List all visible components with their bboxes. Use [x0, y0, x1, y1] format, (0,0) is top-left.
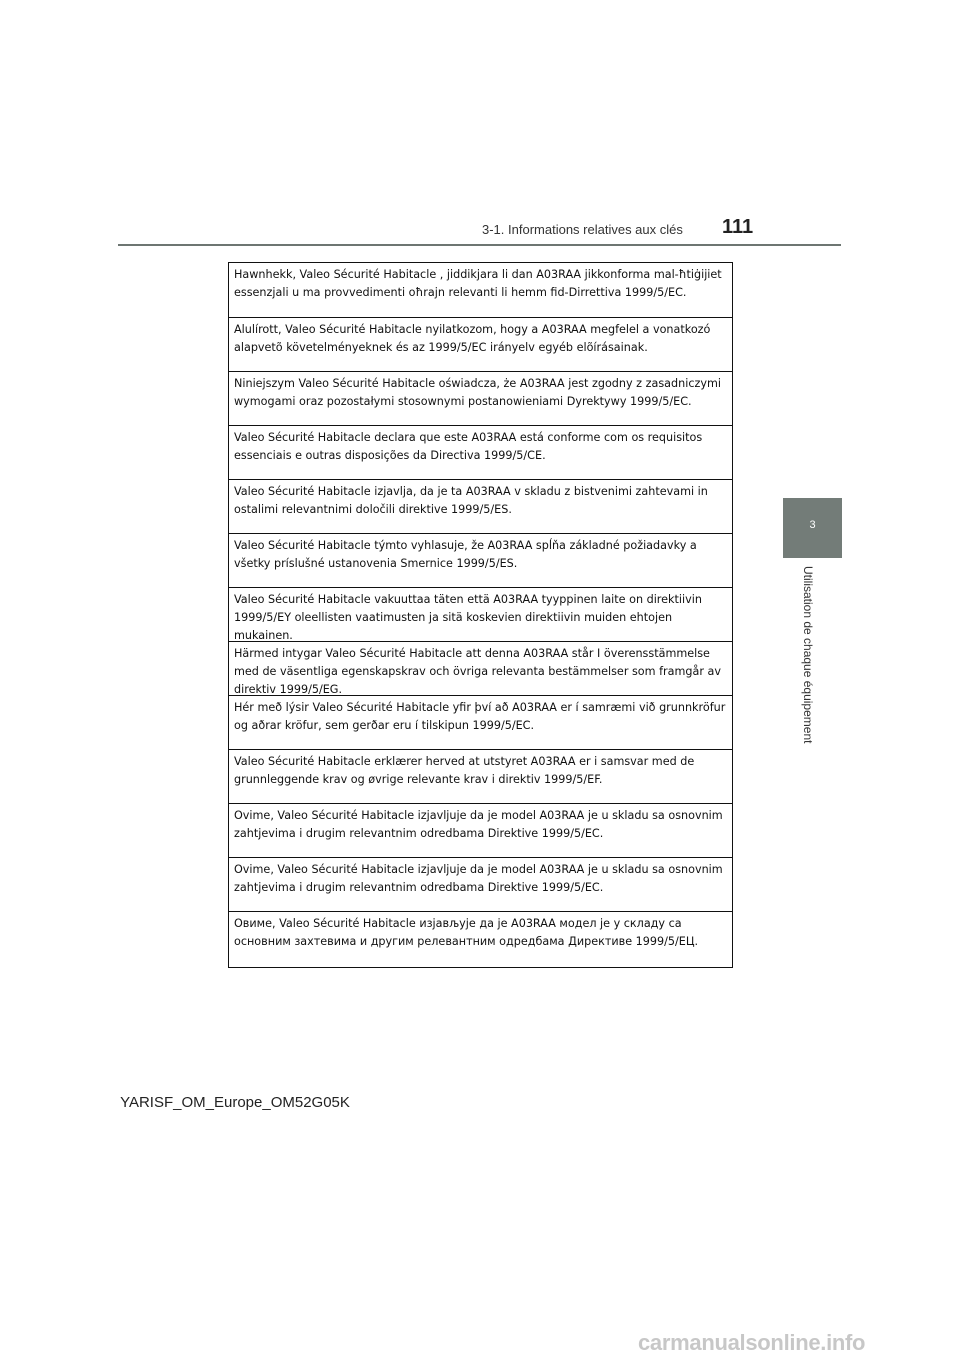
- declaration-norwegian: Valeo Sécurité Habitacle erklærer herved at utstyret A03RAA er i samsvar med de grunnleggende krav og øvrige relevante krav i direktiv 1999/5/EF.: [229, 749, 732, 803]
- declaration-serbian: Овиме, Valeo Sécurité Habitacle изјављује да је A03RAA модел је у складу са основним захтевима и другим релевантним одредбама Директиве 1999/5/ЕЦ.: [229, 911, 732, 967]
- declaration-table: [228, 262, 733, 968]
- declaration-portuguese: Valeo Sécurité Habitacle declara que este A03RAA está conforme com os requisitos essenciais e outras disposições da Directiva 1999/5/CE.: [229, 425, 732, 479]
- declaration-polish: Niniejszym Valeo Sécurité Habitacle oświadcza, że A03RAA jest zgodny z zasadniczymi wymogami oraz pozostałymi stosownymi postanowieniami Dyrektywy 1999/5/EC.: [229, 371, 732, 425]
- chapter-tab[interactable]: [783, 498, 842, 558]
- declaration-bosnian: Ovime, Valeo Sécurité Habitacle izjavljuje da je model A03RAA je u skladu sa osnovnim zahtjevima i drugim relevantnim odredbama Direktive 1999/5/EC.: [229, 857, 732, 911]
- declaration-maltese: Hawnhekk, Valeo Sécurité Habitacle , jiddikjara li dan A03RAA jikkonforma mal-ħtiġijiet essenzjali u ma provvedimenti oħrajn relevanti li hemm fid-Dirrettiva 1999/5/EC.: [234, 268, 722, 299]
- header-divider: [118, 244, 841, 246]
- declaration-slovak: Valeo Sécurité Habitacle týmto vyhlasuje, že A03RAA spĺňa základné požiadavky a všetky príslušné ustanovenia Smernice 1999/5/ES.: [229, 533, 732, 587]
- footer: [0, 1094, 960, 1111]
- declaration-finnish: Valeo Sécurité Habitacle vakuuttaa täten että A03RAA tyyppinen laite on direktiivin 1999/5/EY oleellisten vaatimusten ja sitä koskevien direktiivin muiden ehtojen mukainen.: [229, 587, 732, 641]
- declaration-hungarian: Alulírott, Valeo Sécurité Habitacle nyilatkozom, hogy a A03RAA megfelel a vonatkozó alapvetõ követelményeknek és az 1999/5/EC irányelv egyéb elõírásainak.: [229, 317, 732, 371]
- declaration-slovenian: Valeo Sécurité Habitacle izjavlja, da je ta A03RAA v skladu z bistvenimi zahtevami in ostalimi relevantnimi določili direktive 1999/5/ES.: [229, 479, 732, 533]
- declaration-swedish: Härmed intygar Valeo Sécurité Habitacle att denna A03RAA står I överensstämmelse med de väsentliga egenskapskrav och övriga relevanta bestämmelser som framgår av direktiv 1999/5/EG.: [229, 641, 732, 695]
- chapter-number: 3: [809, 519, 816, 531]
- declaration-icelandic: Hér með lýsir Valeo Sécurité Habitacle yfir því að A03RAA er í samræmi við grunnkröfur og aðrar kröfur, sem gerðar eru í tilskipun 1999/5/EC.: [229, 695, 732, 749]
- chapter-title-vertical: Utilisation de chaque équipement: [801, 566, 815, 744]
- section-title: 3-1. Informations relatives aux clés: [482, 222, 683, 237]
- watermark: carmanualsonline.info: [638, 1330, 866, 1355]
- declaration-croatian: Ovime, Valeo Sécurité Habitacle izjavljuje da je model A03RAA je u skladu sa osnovnim zahtjevima i drugim relevantnim odredbama Direktive 1999/5/EC.: [229, 803, 732, 857]
- document-code: YARISF_OM_Europe_OM52G05K: [120, 1094, 350, 1111]
- page-number: 111: [722, 216, 754, 238]
